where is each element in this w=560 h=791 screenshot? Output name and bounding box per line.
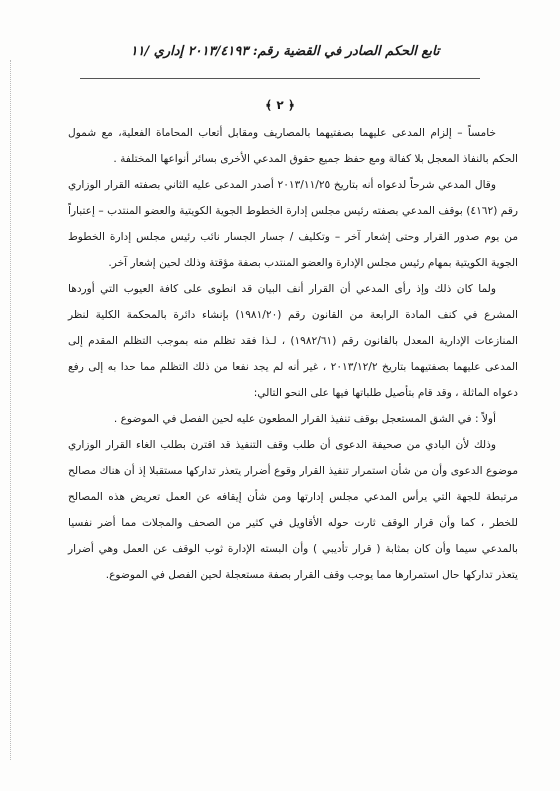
paragraph-urgency-reasoning: وذلك لأن البادي من صحيفة الدعوى أن طلب وقف التنفيذ قد اقترن بطلب الغاء القرار الوزاري موضوع الدعوى وأن من شأن استمرار تنفيذ القرار وقوع أضرار يتعذر تداركها مستقبلا إذ أن هناك مصالح مرتبطة للجهة التي يرأس المدعي مجلس إدارتها ومن شأن إيقافه عن العمل تعريض هذه المصالح للخطر ، كما وأن قرار الوقف ثارت حوله الأقاويل في كثير من الصحف والمجلات مما أضر نفسيا بالمدعي سيما وأن كان بمثابة ( قرار تأديبي ) وأن البسته الإدارة ثوب الوقف عن العمل وهي أضرار يتعذر تداركها حال استمرارها مما يوجب وقف القرار بصفة مستعجلة لحين الفصل في الموضوع. bbox=[68, 439, 518, 581]
page-number-value: ٢ bbox=[276, 98, 284, 112]
page-number: ﴿ ٢ ﴾ bbox=[265, 98, 295, 112]
paragraph-grievance: ولما كان ذلك وإذ رأى المدعي أن القرار أنف البيان قد انطوى على كافة العيوب التي أوردها المشرع في كنف المادة الرابعة من القانون رقم (١٩٨١/٢٠) بإنشاء دائرة بالمحكمة الكلية لنظر المنازعات الإدارية المعدل بالقانون رقم (١٩٨٢/٦١) ، لـذا فقد تظلم منه بموجب التظلم المقدم إلى المدعى عليهما بصفتيهما بتاريخ ٢٠١٣/١٢/٢ ، غير أنه لم يجد نفعا من ذلك التظلم مما حدا به إلى رفع دعواه الماثلة ، وقد قام بتأصيل طلباتها فيها على النحو التالي: bbox=[68, 283, 518, 399]
page-header: تابع الحكم الصادر في القضية رقم: ٢٠١٣/٤١٩٣ إداري /١١ bbox=[130, 44, 440, 59]
document-body bbox=[68, 120, 518, 588]
scan-margin-line bbox=[10, 60, 11, 760]
paragraph-first-request: أولاً : في الشق المستعجل بوقف تنفيذ القرار المطعون عليه لحين الفصل في الموضوع . bbox=[113, 413, 496, 425]
paragraph-claim-background: وقال المدعي شرحاً لدعواه أنه بتاريخ ٢٠١٣/١١/٢٥ أصدر المدعى عليه الثاني بصفته القرار الوزاري رقم (٤١٦٢) بوقف المدعي بصفته رئيس مجلس إدارة الخطوط الجوية الكويتية والعضو المنتدب – إعتباراً من يوم صدور القرار وحتى إشعار آخر – وتكليف / جسار الجسار نائب رئيس مجلس إدارة الخطوط الجوية الكويتية بمهام رئيس مجلس الإدارة والعضو المنتدب بصفة مؤقتة وذلك لحين إشعار آخر. bbox=[68, 179, 518, 269]
header-rule bbox=[80, 78, 480, 79]
paragraph-fifth-request: خامساً – إلزام المدعى عليهما بصفتيهما بالمصاريف ومقابل أتعاب المحاماة الفعلية، مع شمول الحكم بالنفاذ المعجل بلا كفالة ومع حفظ جميع حقوق المدعي الأخرى بسائر أنواعها المختلفة . bbox=[68, 127, 518, 165]
